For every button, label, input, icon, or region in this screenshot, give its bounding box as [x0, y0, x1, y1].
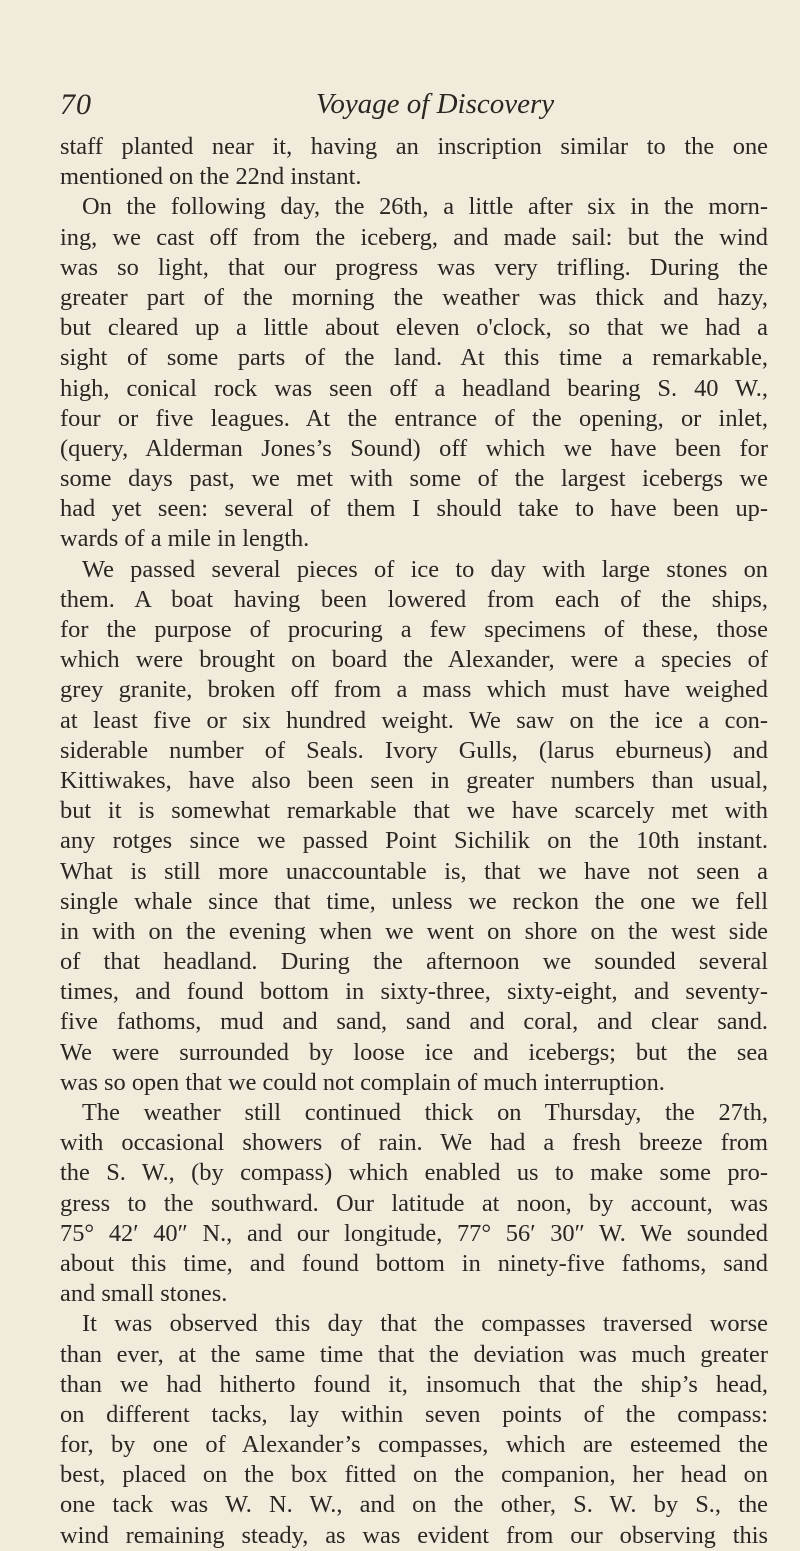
text-line: Kittiwakes, have also been seen in greater numbers than usual, — [60, 766, 768, 794]
text-line: sight of some parts of the land. At this time a remarkable, — [60, 344, 768, 372]
running-title: Voyage of Discovery — [315, 88, 555, 120]
text-line: at least five or six hundred weight. We saw on the ice a con- — [60, 706, 768, 734]
page-number: 70 — [60, 88, 92, 121]
text-line: times, and found bottom in sixty-three, sixty-eight, and seventy- — [60, 978, 768, 1006]
text-line: best, placed on the box fitted on the companion, her head on — [60, 1461, 768, 1489]
text-line: which were brought on board the Alexander, were a species of — [60, 646, 768, 674]
text-line: had yet seen: several of them I should take to have been up- — [60, 495, 768, 523]
text-line: 75° 42′ 40″ N., and our longitude, 77° 56′ 30″ W. We sounded — [60, 1219, 768, 1247]
running-head — [60, 88, 770, 128]
text-line: We passed several pieces of ice to day with large stones on — [82, 555, 768, 583]
text-line: and small stones. — [60, 1280, 228, 1308]
paragraph — [60, 192, 768, 554]
paragraph — [60, 1098, 768, 1309]
text-line: for, by one of Alexander’s compasses, which are esteemed the — [60, 1431, 768, 1459]
text-line: mentioned on the 22nd instant. — [60, 163, 362, 191]
text-line: any rotges since we passed Point Sichilik on the 10th instant. — [60, 827, 768, 855]
text-line: one tack was W. N. W., and on the other, S. W. by S., the — [60, 1491, 768, 1519]
text-line: but it is somewhat remarkable that we have scarcely met with — [60, 797, 768, 825]
paragraph — [60, 555, 768, 1098]
paragraph — [60, 1309, 768, 1551]
text-line: grey granite, broken off from a mass which must have weighed — [60, 676, 768, 704]
text-line: in with on the evening when we went on shore on the west side — [60, 917, 768, 945]
text-line: single whale since that time, unless we reckon the one we fell — [60, 887, 768, 915]
text-line: them. A boat having been lowered from each of the ships, — [60, 585, 768, 613]
text-line: wind remaining steady, as was evident from our observing this — [60, 1521, 768, 1549]
text-line: siderable number of Seals. Ivory Gulls, (larus eburneus) and — [60, 736, 768, 764]
text-line: greater part of the morning the weather was thick and hazy, — [60, 283, 768, 311]
text-line: wards of a mile in length. — [60, 525, 310, 553]
paragraph — [60, 132, 768, 192]
text-line: about this time, and found bottom in ninety-five fathoms, sand — [60, 1249, 768, 1277]
text-line: The weather still continued thick on Thursday, the 27th, — [82, 1099, 768, 1126]
text-line: some days past, we met with some of the largest icebergs we — [60, 465, 768, 493]
text-line: On the following day, the 26th, a little after six in the morn- — [82, 193, 768, 221]
text-line: the S. W., (by compass) which enabled us to make some pro- — [60, 1159, 768, 1187]
text-line: four or five leagues. At the entrance of the opening, or inlet, — [60, 404, 768, 432]
text-line: than ever, at the same time that the deviation was much greater — [60, 1340, 768, 1368]
text-line: We were surrounded by loose ice and icebergs; but the sea — [60, 1038, 768, 1066]
text-line: of that headland. During the afternoon we sounded several — [60, 948, 768, 976]
text-line: was so open that we could not complain of much interruption. — [60, 1068, 665, 1096]
text-line: What is still more unaccountable is, that we have not seen a — [60, 857, 768, 885]
text-line: for the purpose of procuring a few specimens of these, those — [60, 616, 768, 643]
body-text — [60, 132, 768, 1551]
text-line: on different tacks, lay within seven points of the compass: — [60, 1400, 768, 1428]
text-line: (query, Alderman Jones’s Sound) off which we have been for — [60, 434, 768, 462]
text-line: was so light, that our progress was very trifling. During the — [60, 253, 768, 281]
text-line: but cleared up a little about eleven o'clock, so that we had a — [60, 314, 768, 342]
text-line: five fathoms, mud and sand, sand and coral, and clear sand. — [60, 1008, 768, 1036]
text-line: It was observed this day that the compasses traversed worse — [82, 1310, 768, 1338]
text-line: high, conical rock was seen off a headland bearing S. 40 W., — [60, 374, 768, 402]
text-line: gress to the southward. Our latitude at noon, by account, was — [60, 1189, 768, 1217]
text-line: ing, we cast off from the iceberg, and made sail: but the wind — [60, 223, 768, 251]
text-line: with occasional showers of rain. We had a fresh breeze from — [60, 1129, 768, 1157]
text-line: staff planted near it, having an inscription similar to the one — [60, 133, 768, 160]
text-line: than we had hitherto found it, insomuch that the ship’s head, — [60, 1370, 768, 1398]
